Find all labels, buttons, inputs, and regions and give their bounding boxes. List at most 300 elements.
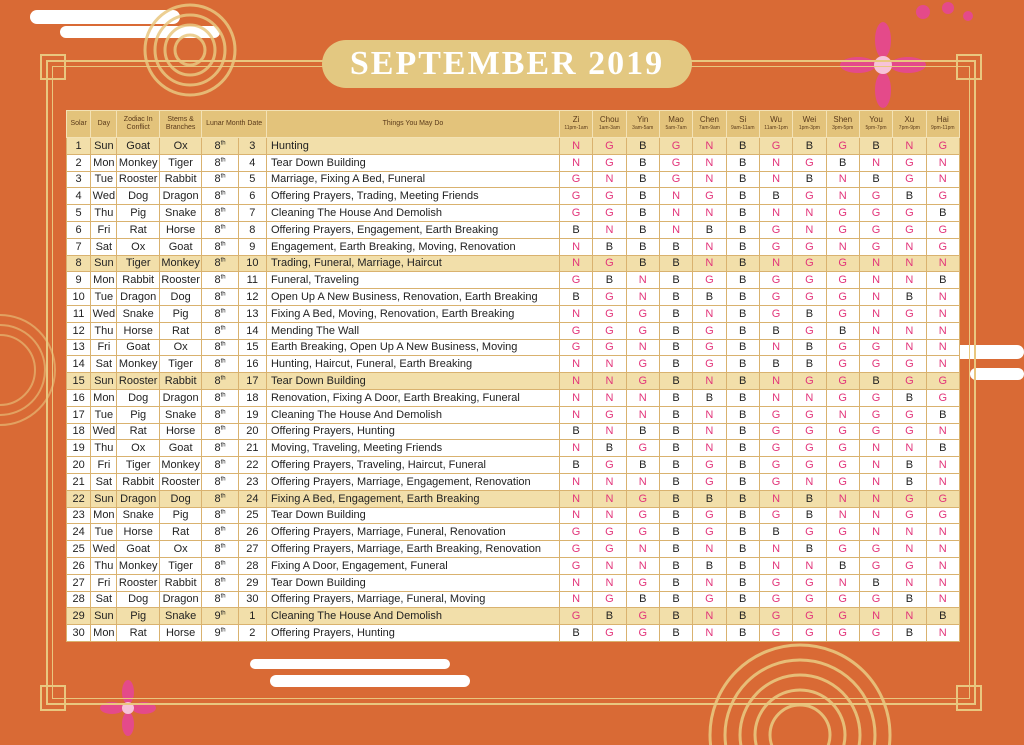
cell-things: Marriage, Fixing A Bed, Funeral <box>266 171 559 188</box>
cell-hour-mark: N <box>626 289 659 306</box>
cell-hour-mark: B <box>559 457 592 474</box>
cell-hour-mark: N <box>626 339 659 356</box>
cell-lunar-month <box>202 507 238 524</box>
cell-hour-mark: G <box>693 507 726 524</box>
cell-hour-mark: B <box>659 255 692 272</box>
cell-hour-mark: B <box>593 238 626 255</box>
cell-hour-mark: G <box>626 507 659 524</box>
cell-lunar-month <box>202 423 238 440</box>
cell-hour-mark: G <box>826 272 859 289</box>
cell-hour-mark: N <box>759 339 792 356</box>
cell-things: Cleaning The House And Demolish <box>266 406 559 423</box>
cell-hour-mark: N <box>926 541 959 558</box>
ordinal-suffix: th <box>220 560 226 567</box>
cell-hour-mark: B <box>659 339 692 356</box>
cell-hour-mark: G <box>859 188 892 205</box>
cell-lunar-month <box>202 557 238 574</box>
cell-things: Fixing A Bed, Moving, Renovation, Earth Breaking <box>266 305 559 322</box>
cell-solar: 1 <box>67 138 91 155</box>
cell-hour-mark: N <box>893 238 926 255</box>
cell-hour-mark: N <box>859 473 892 490</box>
page-title: SEPTEMBER 2019 <box>349 45 665 82</box>
cell-hour-mark: N <box>693 373 726 390</box>
cell-hour-mark: N <box>559 154 592 171</box>
cell-hour-mark: G <box>893 423 926 440</box>
cell-lunar-month <box>202 406 238 423</box>
cell-lunar-date: 5 <box>238 171 266 188</box>
cell-zodiac: Goat <box>117 541 159 558</box>
cell-hour-mark: G <box>793 373 826 390</box>
cell-things: Tear Down Building <box>266 507 559 524</box>
cell-lunar-month <box>202 138 238 155</box>
lunar-month-value: 9 <box>214 627 221 639</box>
cell-lunar-date: 19 <box>238 406 266 423</box>
cell-hour-mark: N <box>626 389 659 406</box>
cell-hour-mark: B <box>726 541 759 558</box>
cell-hour-mark: B <box>693 221 726 238</box>
cell-hour-mark: G <box>759 406 792 423</box>
table-row <box>67 188 960 205</box>
cell-lunar-date: 20 <box>238 423 266 440</box>
cell-hour-mark: G <box>859 423 892 440</box>
cell-hour-mark: B <box>559 625 592 642</box>
cell-lunar-date: 15 <box>238 339 266 356</box>
cell-hour-mark: N <box>759 490 792 507</box>
cell-lunar-date: 9 <box>238 238 266 255</box>
cell-solar: 24 <box>67 524 91 541</box>
lunar-month-value: 8 <box>214 156 221 169</box>
cell-lunar-date: 2 <box>238 625 266 642</box>
cell-solar: 25 <box>67 541 91 558</box>
cell-day: Fri <box>91 574 117 591</box>
header-hour: Chou 1am-3am <box>593 111 626 138</box>
cell-hour-mark: B <box>793 339 826 356</box>
cell-hour-mark: G <box>859 339 892 356</box>
cell-zodiac: Pig <box>117 205 159 222</box>
cell-hour-mark: B <box>659 423 692 440</box>
cell-hour-mark: G <box>626 356 659 373</box>
cell-lunar-month <box>202 490 238 507</box>
cell-hour-mark: B <box>626 457 659 474</box>
cell-hour-mark: N <box>693 440 726 457</box>
cell-hour-mark: G <box>793 188 826 205</box>
cell-hour-mark: G <box>826 473 859 490</box>
cell-hour-mark: G <box>793 154 826 171</box>
cell-zodiac: Rabbit <box>117 473 159 490</box>
table-row <box>67 557 960 574</box>
cell-stem: Dragon <box>159 591 201 608</box>
cell-solar: 30 <box>67 625 91 642</box>
table-row <box>67 507 960 524</box>
cell-solar: 4 <box>67 188 91 205</box>
cell-stem: Rat <box>159 322 201 339</box>
cell-zodiac: Tiger <box>117 255 159 272</box>
cell-zodiac: Ox <box>117 440 159 457</box>
cell-day: Thu <box>91 440 117 457</box>
cell-hour-mark: G <box>626 490 659 507</box>
cell-hour-mark: B <box>726 272 759 289</box>
cell-hour-mark: G <box>626 608 659 625</box>
cell-hour-mark: G <box>759 574 792 591</box>
cell-lunar-month <box>202 171 238 188</box>
lunar-month-value: 8 <box>214 576 221 589</box>
cell-day: Tue <box>91 524 117 541</box>
cell-zodiac: Snake <box>117 507 159 524</box>
ordinal-suffix: th <box>220 274 226 281</box>
cell-hour-mark: G <box>559 188 592 205</box>
cell-hour-mark: B <box>626 154 659 171</box>
cell-things: Tear Down Building <box>266 373 559 390</box>
cell-zodiac: Dog <box>117 389 159 406</box>
cell-hour-mark: N <box>826 490 859 507</box>
cell-hour-mark: N <box>793 205 826 222</box>
cell-hour-mark: B <box>626 591 659 608</box>
cell-hour-mark: G <box>926 389 959 406</box>
cell-hour-mark: N <box>926 524 959 541</box>
cell-lunar-month <box>202 457 238 474</box>
lunar-month-value: 8 <box>214 291 221 304</box>
cell-hour-mark: B <box>726 238 759 255</box>
cell-hour-mark: G <box>793 625 826 642</box>
cell-solar: 23 <box>67 507 91 524</box>
cell-hour-mark: N <box>659 221 692 238</box>
cell-solar: 10 <box>67 289 91 306</box>
cell-hour-mark: N <box>793 221 826 238</box>
cell-hour-mark: N <box>926 625 959 642</box>
lunar-month-value: 8 <box>214 526 221 539</box>
cell-hour-mark: N <box>593 221 626 238</box>
cell-hour-mark: G <box>759 138 792 155</box>
cell-hour-mark: G <box>826 356 859 373</box>
cell-solar: 8 <box>67 255 91 272</box>
cell-stem: Tiger <box>159 557 201 574</box>
cell-hour-mark: N <box>893 608 926 625</box>
cell-day: Mon <box>91 625 117 642</box>
header-zodiac: Zodiac In Conflict <box>117 111 159 138</box>
cell-lunar-date: 17 <box>238 373 266 390</box>
cell-zodiac: Rat <box>117 423 159 440</box>
cell-hour-mark: B <box>726 591 759 608</box>
cell-hour-mark: N <box>926 591 959 608</box>
cell-hour-mark: N <box>926 255 959 272</box>
cell-hour-mark: G <box>626 574 659 591</box>
cell-hour-mark: B <box>826 154 859 171</box>
cell-solar: 11 <box>67 305 91 322</box>
cell-hour-mark: N <box>859 255 892 272</box>
cell-lunar-date: 24 <box>238 490 266 507</box>
cell-solar: 5 <box>67 205 91 222</box>
cell-hour-mark: N <box>859 457 892 474</box>
ordinal-suffix: th <box>220 476 226 483</box>
cell-hour-mark: B <box>726 490 759 507</box>
cell-things: Open Up A New Business, Renovation, Earth Breaking <box>266 289 559 306</box>
cell-hour-mark: N <box>926 473 959 490</box>
cell-hour-mark: N <box>693 255 726 272</box>
cell-hour-mark: B <box>726 154 759 171</box>
cell-lunar-month <box>202 389 238 406</box>
cell-hour-mark: G <box>859 238 892 255</box>
cell-lunar-month <box>202 339 238 356</box>
cell-stem: Pig <box>159 305 201 322</box>
cell-hour-mark: G <box>759 507 792 524</box>
cell-zodiac: Dog <box>117 188 159 205</box>
cell-day: Tue <box>91 171 117 188</box>
ordinal-suffix: th <box>220 291 226 298</box>
ordinal-suffix: th <box>220 224 226 231</box>
cell-hour-mark: G <box>559 541 592 558</box>
ordinal-suffix: th <box>220 190 226 197</box>
cell-things: Earth Breaking, Open Up A New Business, Moving <box>266 339 559 356</box>
cell-things: Engagement, Earth Breaking, Moving, Renovation <box>266 238 559 255</box>
cell-hour-mark: N <box>559 356 592 373</box>
cell-hour-mark: G <box>559 205 592 222</box>
cell-lunar-month <box>202 272 238 289</box>
cell-hour-mark: B <box>559 221 592 238</box>
cell-hour-mark: G <box>693 591 726 608</box>
cell-hour-mark: G <box>893 490 926 507</box>
cell-solar: 17 <box>67 406 91 423</box>
cell-hour-mark: N <box>559 490 592 507</box>
cell-hour-mark: B <box>859 171 892 188</box>
cell-day: Fri <box>91 339 117 356</box>
cell-hour-mark: N <box>593 423 626 440</box>
cell-hour-mark: B <box>659 305 692 322</box>
cell-hour-mark: N <box>859 490 892 507</box>
cell-things: Moving, Traveling, Meeting Friends <box>266 440 559 457</box>
cell-hour-mark: N <box>826 238 859 255</box>
cell-stem: Rat <box>159 524 201 541</box>
cell-lunar-date: 1 <box>238 608 266 625</box>
ordinal-suffix: th <box>220 157 226 164</box>
cell-hour-mark: N <box>559 440 592 457</box>
cell-stem: Rabbit <box>159 574 201 591</box>
cell-hour-mark: B <box>726 205 759 222</box>
cell-day: Tue <box>91 289 117 306</box>
cell-hour-mark: G <box>826 205 859 222</box>
table-row <box>67 574 960 591</box>
cell-hour-mark: G <box>826 339 859 356</box>
cell-hour-mark: B <box>626 188 659 205</box>
table-row <box>67 524 960 541</box>
cell-hour-mark: B <box>626 138 659 155</box>
cell-hour-mark: N <box>926 171 959 188</box>
cell-hour-mark: B <box>859 138 892 155</box>
cell-hour-mark: G <box>693 322 726 339</box>
cell-hour-mark: B <box>659 238 692 255</box>
table-row <box>67 406 960 423</box>
cell-hour-mark: B <box>659 457 692 474</box>
cell-hour-mark: G <box>826 305 859 322</box>
cell-hour-mark: N <box>759 255 792 272</box>
cell-hour-mark: G <box>593 457 626 474</box>
cell-lunar-month <box>202 625 238 642</box>
cell-hour-mark: B <box>659 289 692 306</box>
cell-things: Hunting <box>266 138 559 155</box>
cell-day: Wed <box>91 423 117 440</box>
table-row <box>67 389 960 406</box>
cell-stem: Tiger <box>159 154 201 171</box>
cell-hour-mark: G <box>826 457 859 474</box>
cell-hour-mark: N <box>559 507 592 524</box>
cell-hour-mark: N <box>593 473 626 490</box>
cell-lunar-date: 13 <box>238 305 266 322</box>
cell-hour-mark: G <box>826 608 859 625</box>
cell-hour-mark: B <box>626 205 659 222</box>
cell-day: Mon <box>91 507 117 524</box>
cell-hour-mark: N <box>926 574 959 591</box>
cell-solar: 27 <box>67 574 91 591</box>
cell-hour-mark: N <box>859 305 892 322</box>
cell-hour-mark: N <box>893 440 926 457</box>
cell-hour-mark: N <box>926 289 959 306</box>
cell-hour-mark: G <box>826 524 859 541</box>
cell-lunar-date: 18 <box>238 389 266 406</box>
cell-hour-mark: G <box>559 524 592 541</box>
cell-stem: Dragon <box>159 188 201 205</box>
cell-hour-mark: G <box>759 473 792 490</box>
cell-day: Sat <box>91 356 117 373</box>
cell-hour-mark: N <box>859 440 892 457</box>
cell-hour-mark: G <box>926 138 959 155</box>
corner-ornament-tr <box>956 54 982 80</box>
cell-lunar-date: 26 <box>238 524 266 541</box>
cell-solar: 26 <box>67 557 91 574</box>
table-row <box>67 138 960 155</box>
ordinal-suffix: th <box>220 543 226 550</box>
cell-day: Thu <box>91 557 117 574</box>
cell-hour-mark: N <box>893 272 926 289</box>
cell-hour-mark: N <box>893 339 926 356</box>
cell-hour-mark: B <box>726 255 759 272</box>
cell-hour-mark: B <box>893 188 926 205</box>
cell-hour-mark: B <box>726 406 759 423</box>
cell-lunar-date: 16 <box>238 356 266 373</box>
cell-hour-mark: B <box>726 608 759 625</box>
ordinal-suffix: th <box>220 492 226 499</box>
lunar-month-value: 8 <box>214 425 221 438</box>
cell-hour-mark: N <box>693 238 726 255</box>
cell-hour-mark: G <box>859 205 892 222</box>
cell-hour-mark: G <box>859 389 892 406</box>
cell-hour-mark: N <box>926 339 959 356</box>
cell-things: Renovation, Fixing A Door, Earth Breaking, Funeral <box>266 389 559 406</box>
cell-hour-mark: G <box>893 305 926 322</box>
ordinal-suffix: th <box>220 610 226 617</box>
cell-hour-mark: B <box>893 591 926 608</box>
cell-hour-mark: G <box>659 154 692 171</box>
cell-hour-mark: N <box>926 423 959 440</box>
cell-things: Offering Prayers, Marriage, Earth Breaking, Renovation <box>266 541 559 558</box>
header-row <box>67 111 960 138</box>
cell-zodiac: Pig <box>117 608 159 625</box>
header-hour: Si 9am-11am <box>726 111 759 138</box>
cell-hour-mark: B <box>726 356 759 373</box>
cell-hour-mark: G <box>593 289 626 306</box>
ordinal-suffix: th <box>220 241 226 248</box>
lunar-month-value: 8 <box>214 375 221 388</box>
cell-lunar-month <box>202 305 238 322</box>
lunar-month-value: 8 <box>214 257 221 270</box>
cell-hour-mark: B <box>693 490 726 507</box>
cell-zodiac: Goat <box>117 339 159 356</box>
cell-day: Thu <box>91 205 117 222</box>
cell-hour-mark: B <box>626 423 659 440</box>
table-row <box>67 625 960 642</box>
cell-lunar-month <box>202 205 238 222</box>
cell-hour-mark: N <box>926 356 959 373</box>
cell-hour-mark: G <box>793 440 826 457</box>
cell-lunar-month <box>202 373 238 390</box>
cell-hour-mark: B <box>759 356 792 373</box>
cell-hour-mark: N <box>559 389 592 406</box>
cell-stem: Snake <box>159 608 201 625</box>
cell-hour-mark: G <box>859 557 892 574</box>
ordinal-suffix: th <box>220 358 226 365</box>
cell-day: Sun <box>91 490 117 507</box>
cell-hour-mark: N <box>626 272 659 289</box>
lunar-month-value: 8 <box>214 190 221 203</box>
cell-hour-mark: N <box>926 154 959 171</box>
ordinal-suffix: th <box>220 375 226 382</box>
cell-solar: 15 <box>67 373 91 390</box>
cell-lunar-date: 6 <box>238 188 266 205</box>
cell-hour-mark: B <box>759 322 792 339</box>
cell-hour-mark: B <box>693 289 726 306</box>
cell-hour-mark: G <box>759 238 792 255</box>
cell-hour-mark: G <box>826 255 859 272</box>
cell-zodiac: Monkey <box>117 356 159 373</box>
cell-hour-mark: G <box>859 356 892 373</box>
cell-hour-mark: G <box>626 625 659 642</box>
cell-hour-mark: G <box>859 541 892 558</box>
cell-hour-mark: N <box>759 557 792 574</box>
cell-things: Mending The Wall <box>266 322 559 339</box>
cell-hour-mark: B <box>659 524 692 541</box>
cell-hour-mark: B <box>926 272 959 289</box>
cell-hour-mark: B <box>726 221 759 238</box>
cell-hour-mark: B <box>726 188 759 205</box>
cell-stem: Dog <box>159 289 201 306</box>
calendar-body <box>67 138 960 642</box>
cell-stem: Monkey <box>159 255 201 272</box>
cell-zodiac: Dog <box>117 591 159 608</box>
cell-zodiac: Goat <box>117 138 159 155</box>
cell-hour-mark: G <box>926 507 959 524</box>
cell-hour-mark: G <box>926 373 959 390</box>
cell-hour-mark: N <box>759 373 792 390</box>
cell-lunar-month <box>202 524 238 541</box>
lunar-month-value: 8 <box>214 324 221 337</box>
cell-lunar-month <box>202 255 238 272</box>
cell-hour-mark: N <box>826 574 859 591</box>
cell-hour-mark: G <box>893 221 926 238</box>
cell-hour-mark: N <box>926 557 959 574</box>
cell-hour-mark: N <box>626 473 659 490</box>
lunar-month-value: 8 <box>214 307 221 320</box>
header-lunar: Lunar Month Date <box>202 111 267 138</box>
cell-hour-mark: N <box>826 188 859 205</box>
cell-lunar-date: 28 <box>238 557 266 574</box>
table-row <box>67 339 960 356</box>
cell-hour-mark: G <box>593 138 626 155</box>
cell-hour-mark: G <box>793 457 826 474</box>
cell-hour-mark: G <box>593 541 626 558</box>
cell-hour-mark: N <box>693 138 726 155</box>
cell-solar: 29 <box>67 608 91 625</box>
cell-hour-mark: B <box>626 255 659 272</box>
cell-hour-mark: G <box>926 221 959 238</box>
cell-hour-mark: N <box>893 255 926 272</box>
